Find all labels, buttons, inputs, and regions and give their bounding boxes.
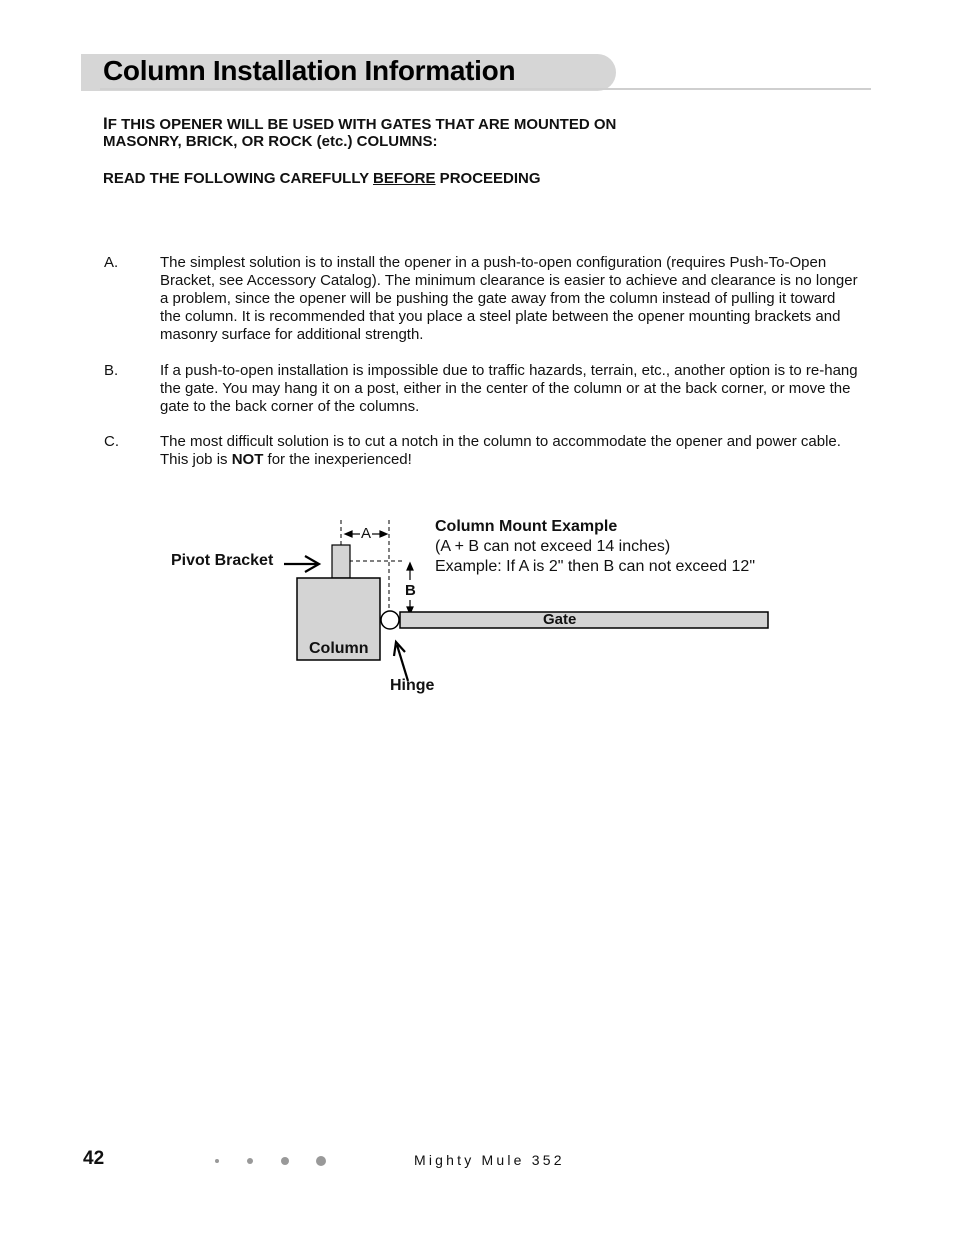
intro-dropcap: I: [103, 114, 108, 133]
item-c-text-pre: The most difficult solution is to cut a notch in the column to accommodate the opener and power cable. This job is: [160, 433, 841, 468]
footer-dot: [215, 1159, 219, 1163]
hinge-label: Hinge: [390, 677, 435, 694]
gate-shape: [400, 612, 768, 628]
footer-dot: [247, 1158, 253, 1164]
footer-product-name: Mighty Mule 352: [414, 1152, 565, 1168]
intro-line-2: MASONRY, BRICK, OR ROCK (etc.) COLUMNS:: [103, 133, 438, 150]
page-title: Column Installation Information: [103, 55, 516, 86]
diagram-heading: Column Mount Example: [435, 518, 618, 535]
dim-a-label: A: [361, 525, 372, 542]
item-c-letter: C.: [104, 433, 119, 450]
page-number: 42: [83, 1148, 105, 1169]
item-a-letter: A.: [104, 254, 119, 271]
dim-b-label: B: [405, 582, 416, 599]
footer-dot: [281, 1157, 289, 1165]
warning-post: PROCEEDING: [435, 170, 541, 187]
item-b-letter: B.: [104, 362, 119, 379]
diagram-note: (A + B can not exceed 14 inches): [435, 538, 671, 555]
warning-pre: READ THE FOLLOWING CAREFULLY: [103, 170, 373, 187]
diagram-example: Example: If A is 2" then B can not exceed 12": [435, 558, 755, 575]
pivot-bracket-label: Pivot Bracket: [171, 552, 274, 569]
intro-line-1-text: F THIS OPENER WILL BE USED WITH GATES THAT ARE MOUNTED ON: [107, 116, 617, 133]
item-b-text: If a push-to-open installation is impossible due to traffic hazards, terrain, etc., another option is to re-hang the gate. You may hang it on a post, either in the center of the column or at the back corner, or move the gate to the back corner of the columns.: [160, 362, 858, 415]
item-c-emphasis: NOT: [231, 451, 264, 468]
pivot-bracket-shape: [332, 545, 350, 578]
item-c-text-post: for the inexperienced!: [263, 451, 412, 468]
gate-label: Gate: [543, 611, 577, 628]
warning-emphasis: BEFORE: [373, 170, 436, 187]
footer-dot: [316, 1156, 326, 1166]
item-a-text: The simplest solution is to install the opener in a push-to-open configuration (requires Push-To-Open Bracket, see Accessory Catalog). The minimum clearance is easier to achieve and clearance is no longer a problem, since the opener will be pushing the gate away from the column instead of pulling it toward the column. It is recommended that you place a steel plate between the opener mounting brackets and masonry surface for additional strength.: [160, 254, 858, 343]
hinge-circle: [381, 611, 399, 629]
column-label: Column: [309, 640, 369, 657]
